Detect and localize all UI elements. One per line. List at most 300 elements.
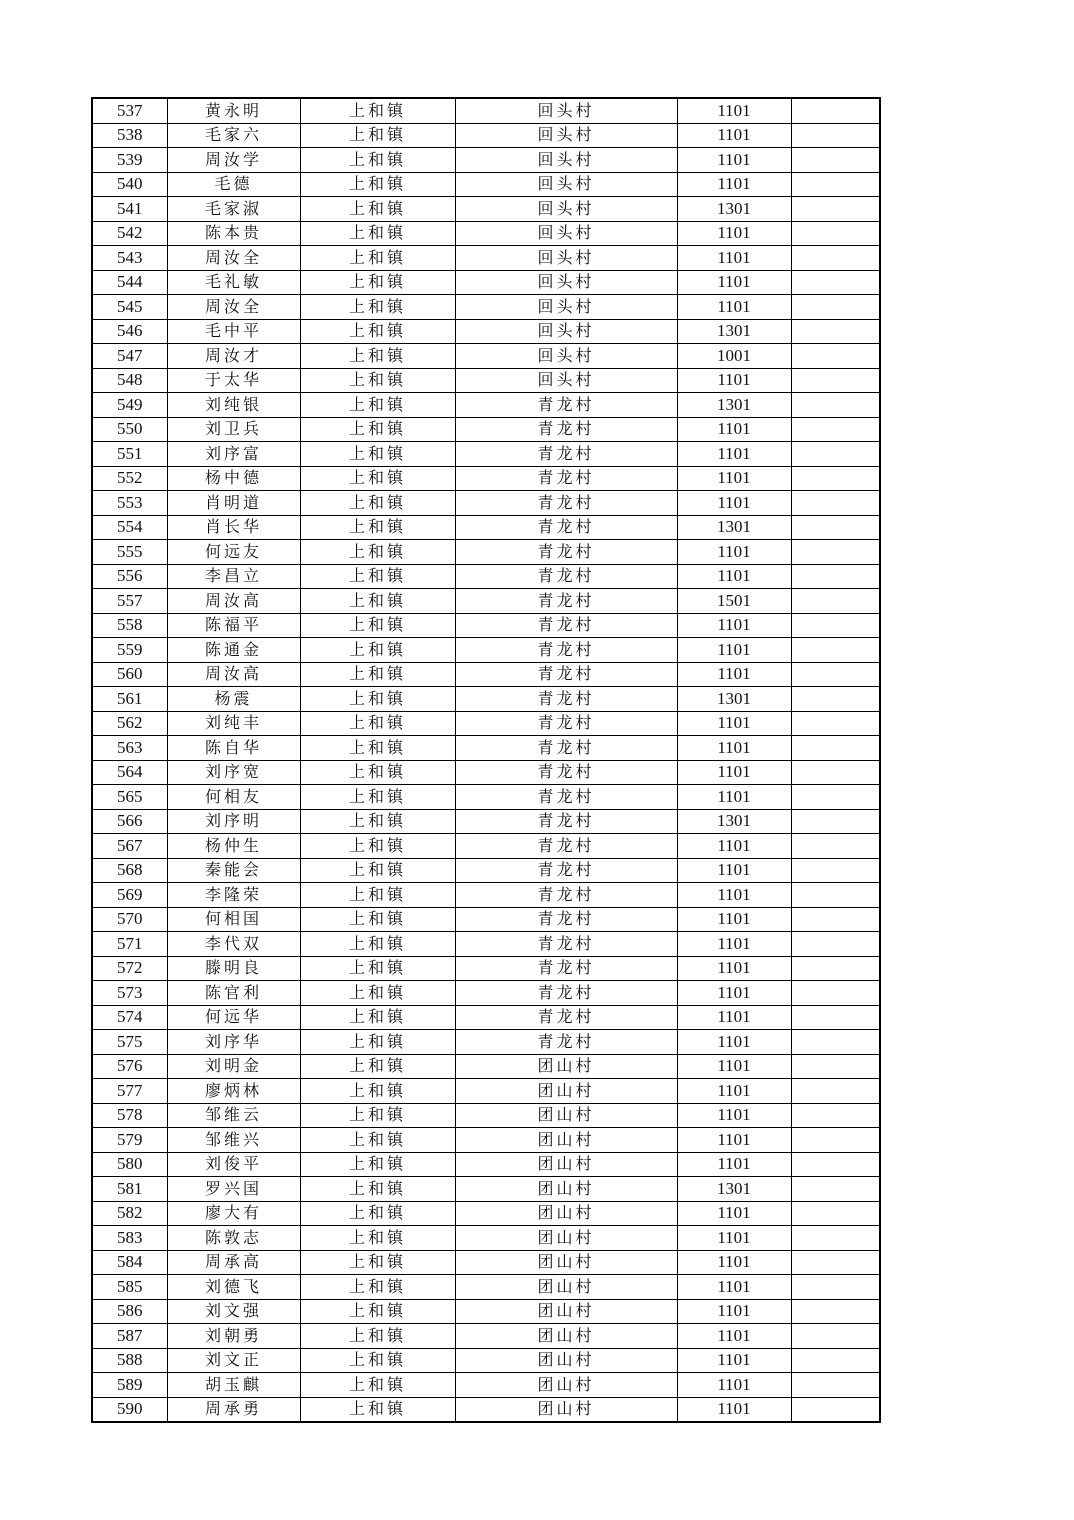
person-name-cell: 何远华 — [167, 1005, 300, 1030]
code-cell: 1101 — [677, 834, 791, 859]
town-cell: 上和镇 — [300, 1373, 455, 1398]
person-name-cell: 李隆荣 — [167, 883, 300, 908]
note-cell — [791, 662, 880, 687]
code-cell: 1101 — [677, 1324, 791, 1349]
person-name-cell: 毛家六 — [167, 123, 300, 148]
note-cell — [791, 883, 880, 908]
town-cell: 上和镇 — [300, 1226, 455, 1251]
village-cell: 回头村 — [455, 197, 677, 222]
row-number-cell: 566 — [92, 809, 167, 834]
person-name-cell: 杨中德 — [167, 466, 300, 491]
person-name-cell: 李代双 — [167, 932, 300, 957]
table-row — [92, 785, 880, 810]
town-cell: 上和镇 — [300, 834, 455, 859]
town-cell: 上和镇 — [300, 932, 455, 957]
note-cell — [791, 1128, 880, 1153]
note-cell — [791, 221, 880, 246]
code-cell: 1501 — [677, 589, 791, 614]
note-cell — [791, 736, 880, 761]
row-number-cell: 558 — [92, 613, 167, 638]
table-row — [92, 1373, 880, 1398]
table-row — [92, 344, 880, 369]
note-cell — [791, 295, 880, 320]
code-cell: 1101 — [677, 172, 791, 197]
table-row — [92, 613, 880, 638]
code-cell: 1101 — [677, 246, 791, 271]
village-cell: 团山村 — [455, 1103, 677, 1128]
town-cell: 上和镇 — [300, 148, 455, 173]
person-name-cell: 陈通金 — [167, 638, 300, 663]
person-name-cell: 陈福平 — [167, 613, 300, 638]
village-cell: 青龙村 — [455, 1030, 677, 1055]
code-cell: 1101 — [677, 1250, 791, 1275]
town-cell: 上和镇 — [300, 98, 455, 123]
code-cell: 1301 — [677, 1177, 791, 1202]
row-number-cell: 576 — [92, 1054, 167, 1079]
village-cell: 青龙村 — [455, 809, 677, 834]
row-number-cell: 584 — [92, 1250, 167, 1275]
town-cell: 上和镇 — [300, 760, 455, 785]
row-number-cell: 543 — [92, 246, 167, 271]
note-cell — [791, 981, 880, 1006]
town-cell: 上和镇 — [300, 564, 455, 589]
table-row — [92, 687, 880, 712]
code-cell: 1301 — [677, 319, 791, 344]
row-number-cell: 568 — [92, 858, 167, 883]
table-row — [92, 564, 880, 589]
note-cell — [791, 638, 880, 663]
code-cell: 1301 — [677, 515, 791, 540]
note-cell — [791, 1177, 880, 1202]
note-cell — [791, 932, 880, 957]
person-name-cell: 周汝高 — [167, 662, 300, 687]
table-row — [92, 858, 880, 883]
table-row — [92, 956, 880, 981]
row-number-cell: 586 — [92, 1299, 167, 1324]
roster-table — [91, 97, 881, 1423]
table-row — [92, 1275, 880, 1300]
town-cell: 上和镇 — [300, 344, 455, 369]
note-cell — [791, 589, 880, 614]
code-cell: 1101 — [677, 638, 791, 663]
note-cell — [791, 368, 880, 393]
town-cell: 上和镇 — [300, 1054, 455, 1079]
row-number-cell: 550 — [92, 417, 167, 442]
person-name-cell: 刘纯银 — [167, 393, 300, 418]
table-row — [92, 809, 880, 834]
row-number-cell: 552 — [92, 466, 167, 491]
person-name-cell: 秦能会 — [167, 858, 300, 883]
note-cell — [791, 809, 880, 834]
town-cell: 上和镇 — [300, 809, 455, 834]
note-cell — [791, 834, 880, 859]
village-cell: 团山村 — [455, 1397, 677, 1422]
person-name-cell: 刘德飞 — [167, 1275, 300, 1300]
row-number-cell: 547 — [92, 344, 167, 369]
village-cell: 团山村 — [455, 1373, 677, 1398]
row-number-cell: 563 — [92, 736, 167, 761]
town-cell: 上和镇 — [300, 197, 455, 222]
village-cell: 团山村 — [455, 1201, 677, 1226]
person-name-cell: 刘文正 — [167, 1348, 300, 1373]
table-row — [92, 1103, 880, 1128]
code-cell: 1301 — [677, 687, 791, 712]
village-cell: 团山村 — [455, 1226, 677, 1251]
village-cell: 回头村 — [455, 148, 677, 173]
code-cell: 1101 — [677, 148, 791, 173]
row-number-cell: 569 — [92, 883, 167, 908]
note-cell — [791, 1299, 880, 1324]
row-number-cell: 580 — [92, 1152, 167, 1177]
person-name-cell: 周承勇 — [167, 1397, 300, 1422]
town-cell: 上和镇 — [300, 1030, 455, 1055]
town-cell: 上和镇 — [300, 466, 455, 491]
row-number-cell: 572 — [92, 956, 167, 981]
code-cell: 1101 — [677, 858, 791, 883]
town-cell: 上和镇 — [300, 393, 455, 418]
note-cell — [791, 613, 880, 638]
town-cell: 上和镇 — [300, 589, 455, 614]
note-cell — [791, 197, 880, 222]
note-cell — [791, 515, 880, 540]
town-cell: 上和镇 — [300, 1397, 455, 1422]
table-row — [92, 589, 880, 614]
note-cell — [791, 466, 880, 491]
person-name-cell: 黄永明 — [167, 98, 300, 123]
table-row — [92, 319, 880, 344]
code-cell: 1101 — [677, 1299, 791, 1324]
village-cell: 青龙村 — [455, 1005, 677, 1030]
table-row — [92, 442, 880, 467]
note-cell — [791, 1373, 880, 1398]
note-cell — [791, 1152, 880, 1177]
row-number-cell: 574 — [92, 1005, 167, 1030]
person-name-cell: 刘朝勇 — [167, 1324, 300, 1349]
town-cell: 上和镇 — [300, 1348, 455, 1373]
town-cell: 上和镇 — [300, 270, 455, 295]
person-name-cell: 陈官利 — [167, 981, 300, 1006]
town-cell: 上和镇 — [300, 981, 455, 1006]
code-cell: 1101 — [677, 295, 791, 320]
town-cell: 上和镇 — [300, 662, 455, 687]
village-cell: 回头村 — [455, 98, 677, 123]
row-number-cell: 570 — [92, 907, 167, 932]
village-cell: 青龙村 — [455, 613, 677, 638]
code-cell: 1101 — [677, 1128, 791, 1153]
table-row — [92, 148, 880, 173]
table-row — [92, 1030, 880, 1055]
code-cell: 1101 — [677, 662, 791, 687]
table-row — [92, 907, 880, 932]
row-number-cell: 575 — [92, 1030, 167, 1055]
note-cell — [791, 344, 880, 369]
row-number-cell: 555 — [92, 540, 167, 565]
person-name-cell: 刘序明 — [167, 809, 300, 834]
row-number-cell: 541 — [92, 197, 167, 222]
note-cell — [791, 1250, 880, 1275]
village-cell: 青龙村 — [455, 491, 677, 516]
note-cell — [791, 760, 880, 785]
note-cell — [791, 1275, 880, 1300]
person-name-cell: 廖炳林 — [167, 1079, 300, 1104]
note-cell — [791, 687, 880, 712]
code-cell: 1101 — [677, 785, 791, 810]
note-cell — [791, 491, 880, 516]
town-cell: 上和镇 — [300, 172, 455, 197]
village-cell: 青龙村 — [455, 638, 677, 663]
note-cell — [791, 1079, 880, 1104]
row-number-cell: 582 — [92, 1201, 167, 1226]
note-cell — [791, 393, 880, 418]
person-name-cell: 胡玉麒 — [167, 1373, 300, 1398]
code-cell: 1101 — [677, 907, 791, 932]
town-cell: 上和镇 — [300, 368, 455, 393]
table-row — [92, 197, 880, 222]
note-cell — [791, 540, 880, 565]
town-cell: 上和镇 — [300, 319, 455, 344]
village-cell: 青龙村 — [455, 417, 677, 442]
town-cell: 上和镇 — [300, 1128, 455, 1153]
code-cell: 1301 — [677, 809, 791, 834]
village-cell: 青龙村 — [455, 981, 677, 1006]
row-number-cell: 560 — [92, 662, 167, 687]
town-cell: 上和镇 — [300, 638, 455, 663]
village-cell: 青龙村 — [455, 589, 677, 614]
code-cell: 1101 — [677, 491, 791, 516]
person-name-cell: 陈敦志 — [167, 1226, 300, 1251]
person-name-cell: 陈本贵 — [167, 221, 300, 246]
town-cell: 上和镇 — [300, 613, 455, 638]
village-cell: 团山村 — [455, 1152, 677, 1177]
person-name-cell: 周汝学 — [167, 148, 300, 173]
row-number-cell: 577 — [92, 1079, 167, 1104]
person-name-cell: 何相国 — [167, 907, 300, 932]
person-name-cell: 刘序富 — [167, 442, 300, 467]
village-cell: 回头村 — [455, 123, 677, 148]
village-cell: 回头村 — [455, 172, 677, 197]
person-name-cell: 周汝全 — [167, 295, 300, 320]
village-cell: 青龙村 — [455, 687, 677, 712]
code-cell: 1101 — [677, 1275, 791, 1300]
code-cell: 1101 — [677, 1079, 791, 1104]
code-cell: 1101 — [677, 417, 791, 442]
person-name-cell: 周承高 — [167, 1250, 300, 1275]
code-cell: 1101 — [677, 270, 791, 295]
town-cell: 上和镇 — [300, 1275, 455, 1300]
note-cell — [791, 172, 880, 197]
town-cell: 上和镇 — [300, 540, 455, 565]
table-row — [92, 246, 880, 271]
code-cell: 1101 — [677, 711, 791, 736]
row-number-cell: 540 — [92, 172, 167, 197]
row-number-cell: 554 — [92, 515, 167, 540]
town-cell: 上和镇 — [300, 687, 455, 712]
village-cell: 团山村 — [455, 1054, 677, 1079]
village-cell: 青龙村 — [455, 932, 677, 957]
person-name-cell: 滕明良 — [167, 956, 300, 981]
town-cell: 上和镇 — [300, 123, 455, 148]
code-cell: 1101 — [677, 221, 791, 246]
village-cell: 青龙村 — [455, 956, 677, 981]
village-cell: 回头村 — [455, 319, 677, 344]
table-row — [92, 1005, 880, 1030]
village-cell: 团山村 — [455, 1324, 677, 1349]
village-cell: 青龙村 — [455, 515, 677, 540]
village-cell: 青龙村 — [455, 858, 677, 883]
person-name-cell: 毛家淑 — [167, 197, 300, 222]
town-cell: 上和镇 — [300, 711, 455, 736]
person-name-cell: 杨震 — [167, 687, 300, 712]
code-cell: 1101 — [677, 1348, 791, 1373]
code-cell: 1101 — [677, 760, 791, 785]
code-cell: 1301 — [677, 393, 791, 418]
town-cell: 上和镇 — [300, 491, 455, 516]
row-number-cell: 583 — [92, 1226, 167, 1251]
code-cell: 1101 — [677, 123, 791, 148]
town-cell: 上和镇 — [300, 1201, 455, 1226]
table-row — [92, 1324, 880, 1349]
village-cell: 团山村 — [455, 1275, 677, 1300]
town-cell: 上和镇 — [300, 883, 455, 908]
person-name-cell: 何相友 — [167, 785, 300, 810]
village-cell: 青龙村 — [455, 760, 677, 785]
code-cell: 1101 — [677, 1152, 791, 1177]
row-number-cell: 548 — [92, 368, 167, 393]
table-row — [92, 711, 880, 736]
table-row — [92, 1128, 880, 1153]
row-number-cell: 556 — [92, 564, 167, 589]
row-number-cell: 562 — [92, 711, 167, 736]
village-cell: 回头村 — [455, 221, 677, 246]
row-number-cell: 565 — [92, 785, 167, 810]
table-row — [92, 1201, 880, 1226]
table-row — [92, 1152, 880, 1177]
row-number-cell: 571 — [92, 932, 167, 957]
row-number-cell: 589 — [92, 1373, 167, 1398]
person-name-cell: 周汝高 — [167, 589, 300, 614]
code-cell: 1101 — [677, 540, 791, 565]
note-cell — [791, 1348, 880, 1373]
table-row — [92, 1397, 880, 1422]
table-row — [92, 1177, 880, 1202]
code-cell: 1101 — [677, 98, 791, 123]
note-cell — [791, 1226, 880, 1251]
table-row — [92, 221, 880, 246]
table-row — [92, 834, 880, 859]
row-number-cell: 573 — [92, 981, 167, 1006]
village-cell: 团山村 — [455, 1079, 677, 1104]
note-cell — [791, 1054, 880, 1079]
town-cell: 上和镇 — [300, 442, 455, 467]
table-row — [92, 540, 880, 565]
table-row — [92, 883, 880, 908]
code-cell: 1101 — [677, 1054, 791, 1079]
town-cell: 上和镇 — [300, 295, 455, 320]
row-number-cell: 581 — [92, 1177, 167, 1202]
person-name-cell: 李昌立 — [167, 564, 300, 589]
note-cell — [791, 270, 880, 295]
person-name-cell: 廖大有 — [167, 1201, 300, 1226]
person-name-cell: 周汝全 — [167, 246, 300, 271]
person-name-cell: 毛德 — [167, 172, 300, 197]
person-name-cell: 毛中平 — [167, 319, 300, 344]
note-cell — [791, 319, 880, 344]
row-number-cell: 542 — [92, 221, 167, 246]
village-cell: 团山村 — [455, 1299, 677, 1324]
person-name-cell: 肖明道 — [167, 491, 300, 516]
code-cell: 1101 — [677, 956, 791, 981]
town-cell: 上和镇 — [300, 956, 455, 981]
note-cell — [791, 1005, 880, 1030]
town-cell: 上和镇 — [300, 1299, 455, 1324]
village-cell: 回头村 — [455, 295, 677, 320]
person-name-cell: 刘序华 — [167, 1030, 300, 1055]
code-cell: 1101 — [677, 883, 791, 908]
person-name-cell: 周汝才 — [167, 344, 300, 369]
person-name-cell: 刘卫兵 — [167, 417, 300, 442]
row-number-cell: 551 — [92, 442, 167, 467]
village-cell: 团山村 — [455, 1128, 677, 1153]
table-row — [92, 1079, 880, 1104]
code-cell: 1101 — [677, 1226, 791, 1251]
person-name-cell: 毛礼敏 — [167, 270, 300, 295]
note-cell — [791, 1030, 880, 1055]
person-name-cell: 肖长华 — [167, 515, 300, 540]
code-cell: 1101 — [677, 1005, 791, 1030]
table-row — [92, 515, 880, 540]
village-cell: 青龙村 — [455, 736, 677, 761]
table-row — [92, 760, 880, 785]
town-cell: 上和镇 — [300, 1324, 455, 1349]
table-row — [92, 466, 880, 491]
village-cell: 青龙村 — [455, 393, 677, 418]
note-cell — [791, 956, 880, 981]
note-cell — [791, 123, 880, 148]
code-cell: 1101 — [677, 564, 791, 589]
table-row — [92, 1299, 880, 1324]
table-row — [92, 1348, 880, 1373]
village-cell: 团山村 — [455, 1250, 677, 1275]
note-cell — [791, 98, 880, 123]
village-cell: 回头村 — [455, 246, 677, 271]
table-row — [92, 393, 880, 418]
village-cell: 青龙村 — [455, 785, 677, 810]
person-name-cell: 何远友 — [167, 540, 300, 565]
row-number-cell: 567 — [92, 834, 167, 859]
row-number-cell: 579 — [92, 1128, 167, 1153]
table-row — [92, 270, 880, 295]
village-cell: 青龙村 — [455, 466, 677, 491]
person-name-cell: 邹维云 — [167, 1103, 300, 1128]
code-cell: 1101 — [677, 981, 791, 1006]
town-cell: 上和镇 — [300, 1250, 455, 1275]
note-cell — [791, 1324, 880, 1349]
village-cell: 青龙村 — [455, 883, 677, 908]
table-row — [92, 98, 880, 123]
code-cell: 1101 — [677, 1201, 791, 1226]
note-cell — [791, 907, 880, 932]
row-number-cell: 587 — [92, 1324, 167, 1349]
row-number-cell: 588 — [92, 1348, 167, 1373]
table-row — [92, 736, 880, 761]
table-row — [92, 368, 880, 393]
town-cell: 上和镇 — [300, 221, 455, 246]
row-number-cell: 546 — [92, 319, 167, 344]
person-name-cell: 罗兴国 — [167, 1177, 300, 1202]
person-name-cell: 刘序宽 — [167, 760, 300, 785]
code-cell: 1101 — [677, 1397, 791, 1422]
code-cell: 1101 — [677, 1030, 791, 1055]
